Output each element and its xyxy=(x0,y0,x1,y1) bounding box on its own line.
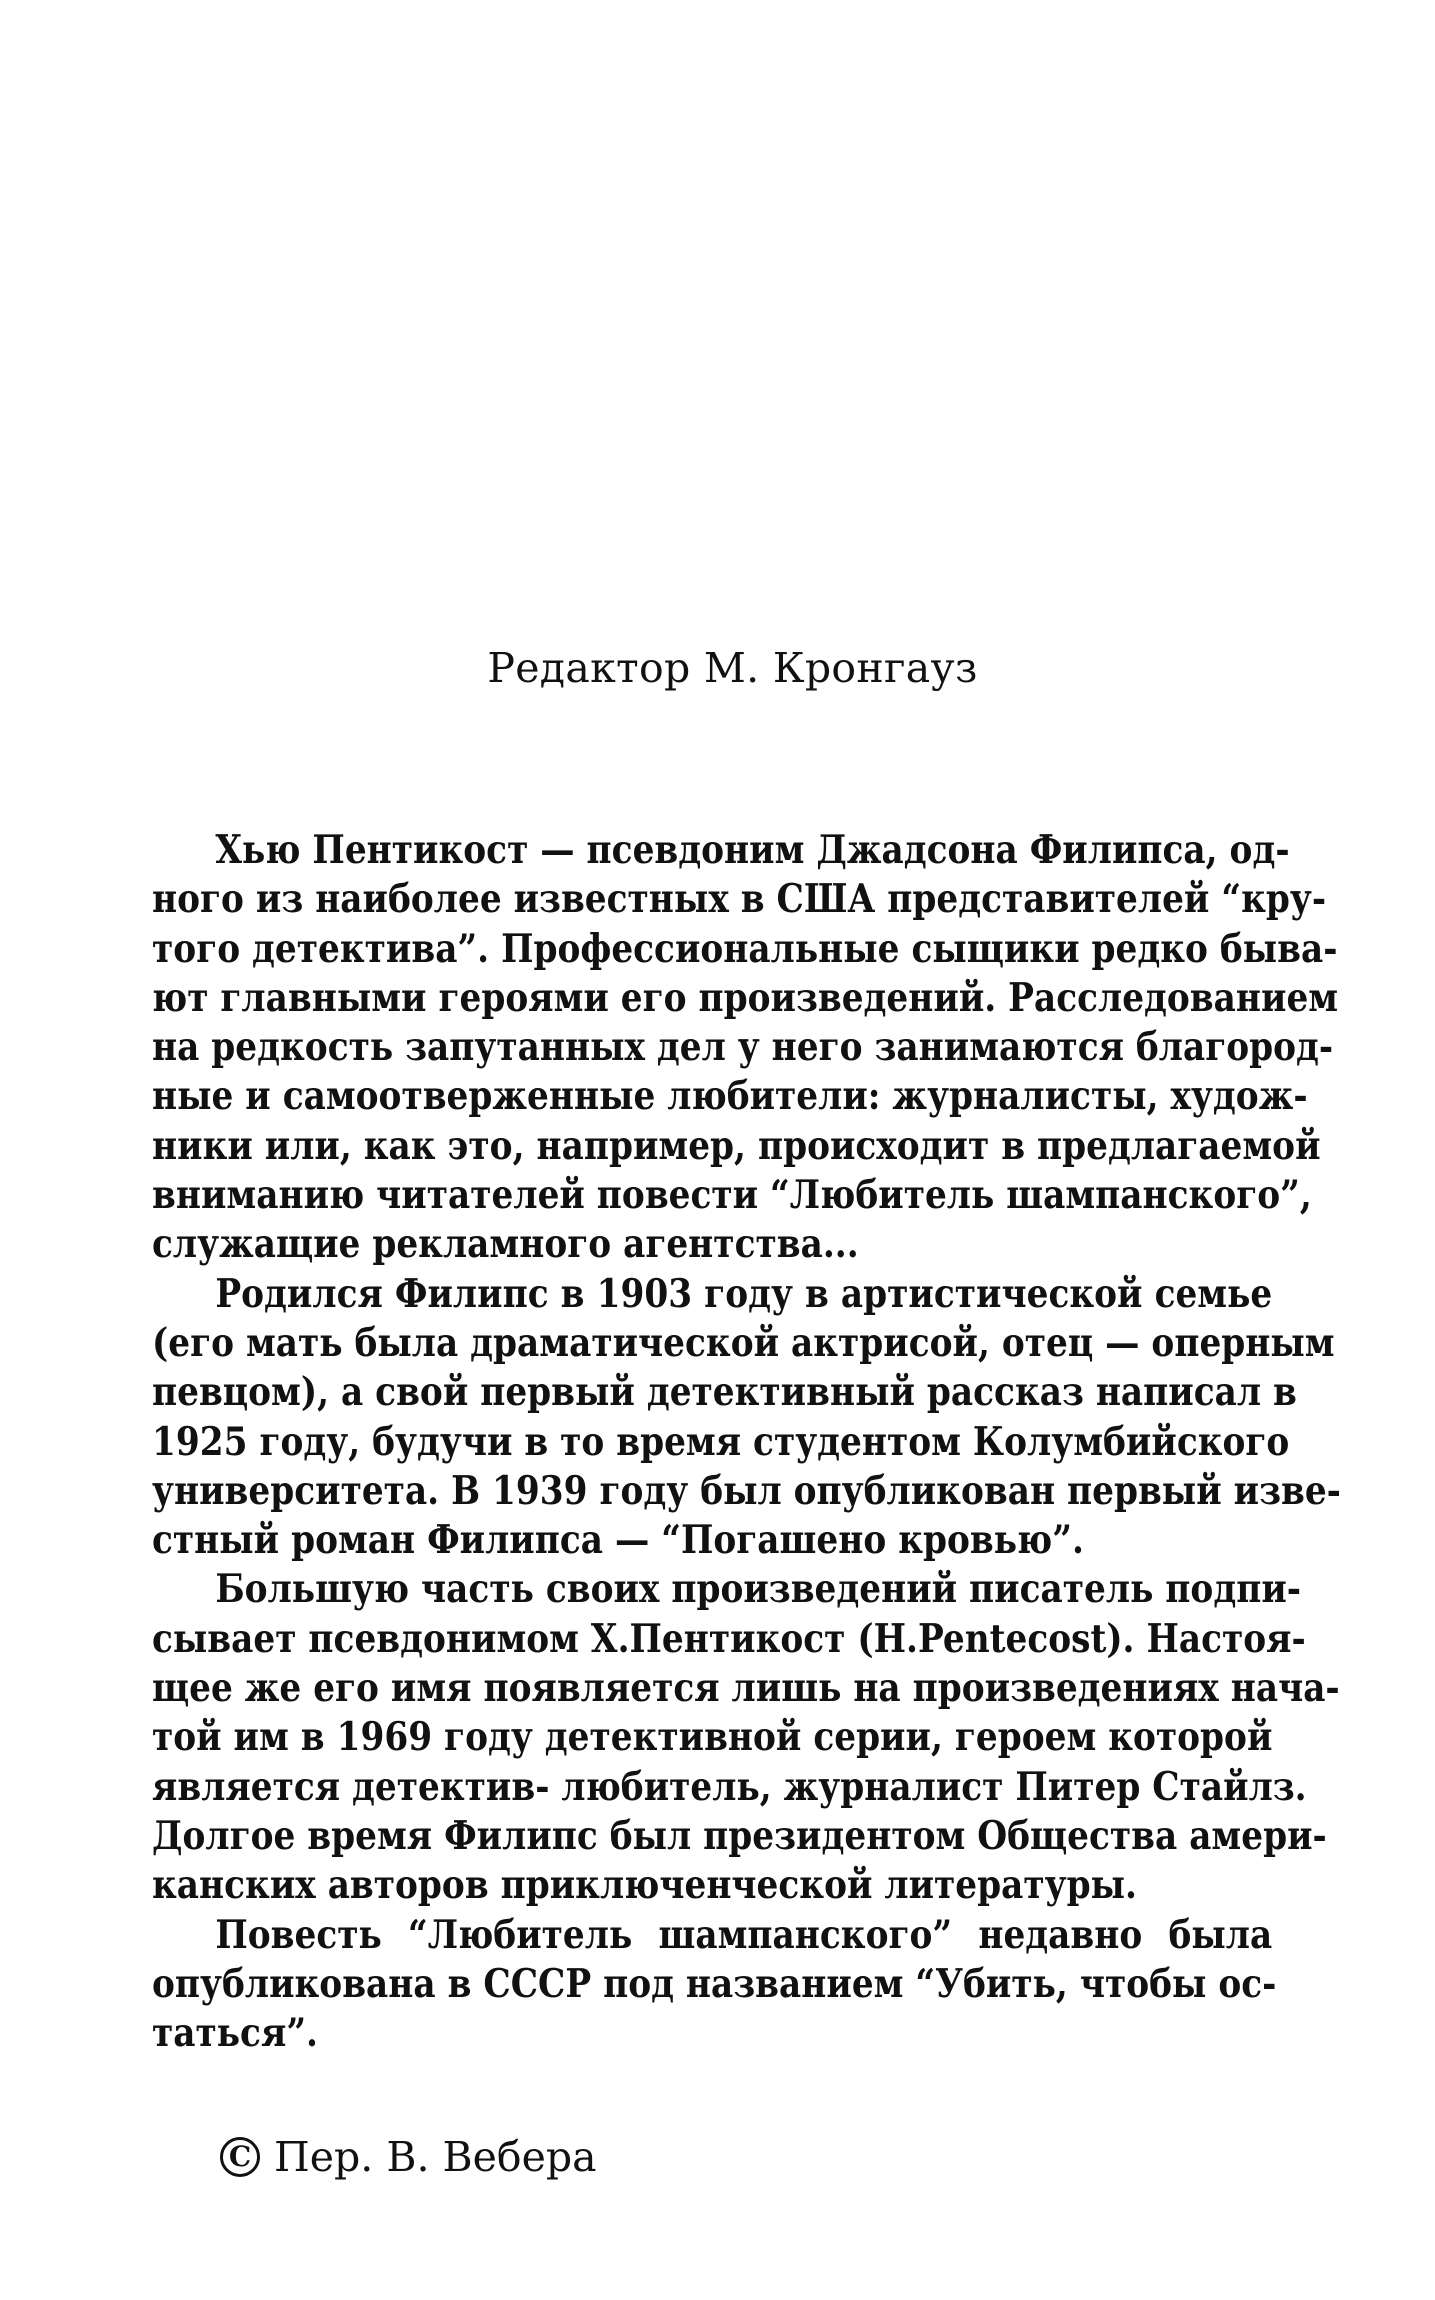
text-line: (его мать была драматической актрисой, отец — оперным xyxy=(152,1319,1335,1366)
text-line: стный роман Филипса — “Погашено кровью”. xyxy=(152,1517,1084,1564)
text-line: является детектив- любитель, журналист Питер Стайлз. xyxy=(152,1763,1307,1810)
text-line: Большую часть своих произведений писатель подпи- xyxy=(215,1566,1302,1613)
paragraph xyxy=(152,1270,1341,1566)
text-line: таться”. xyxy=(152,2010,319,2057)
paragraph xyxy=(152,1565,1340,1910)
paragraph xyxy=(152,826,1339,1270)
text-line: ники или, как это, например, происходит в предлагаемой xyxy=(152,1122,1321,1169)
editor-credit: Редактор М. Кронгауз xyxy=(487,644,978,692)
annotation-text xyxy=(152,826,1341,2058)
text-line: Родился Филипс в 1903 году в артистической семье xyxy=(215,1270,1273,1317)
text-line: опубликована в СССР под названием “Убить, чтобы ос- xyxy=(152,1960,1277,2007)
text-line: 1925 году, будучи в то время студентом Колумбийского xyxy=(152,1418,1290,1465)
copyright-icon: C xyxy=(220,2137,260,2177)
text-line: ют главными героями его произведений. Расследованием xyxy=(152,974,1339,1021)
text-line: Хью Пентикост — псевдоним Джадсона Филипса, од- xyxy=(215,827,1290,873)
text-line: университета. В 1939 году был опубликован первый изве- xyxy=(152,1467,1341,1514)
text-line: ного из наиболее известных в США представителей “кру- xyxy=(152,876,1327,923)
text-line: ные и самоотверженные любители: журналисты, худож- xyxy=(152,1073,1308,1120)
text-line: на редкость запутанных дел у него занимаются благород- xyxy=(152,1024,1334,1071)
text-line: Долгое время Филипс был президентом Общества амери- xyxy=(152,1812,1327,1859)
text-line: щее же его имя появляется лишь на произведениях нача- xyxy=(152,1665,1340,1712)
text-line: той им в 1969 году детективной серии, героем которой xyxy=(152,1714,1273,1761)
translator-credit xyxy=(220,2129,597,2185)
text-line: того детектива”. Профессиональные сыщики редко быва- xyxy=(152,925,1338,972)
text-line: Повесть “Любитель шампанского” недавно была xyxy=(215,1911,1273,1958)
text-line: сывает псевдонимом Х.Пентикост (H.Pentecost). Настоя- xyxy=(152,1615,1306,1662)
text-line: канских авторов приключенческой литературы. xyxy=(152,1862,1137,1909)
translator-credit-text: Пер. В. Вебера xyxy=(274,2133,597,2181)
paragraph xyxy=(152,1911,1277,2059)
text-line: служащие рекламного агентства... xyxy=(152,1221,859,1268)
text-line: вниманию читателей повести “Любитель шампанского”, xyxy=(152,1172,1312,1219)
text-line: певцом), а свой первый детективный рассказ написал в xyxy=(152,1369,1297,1416)
